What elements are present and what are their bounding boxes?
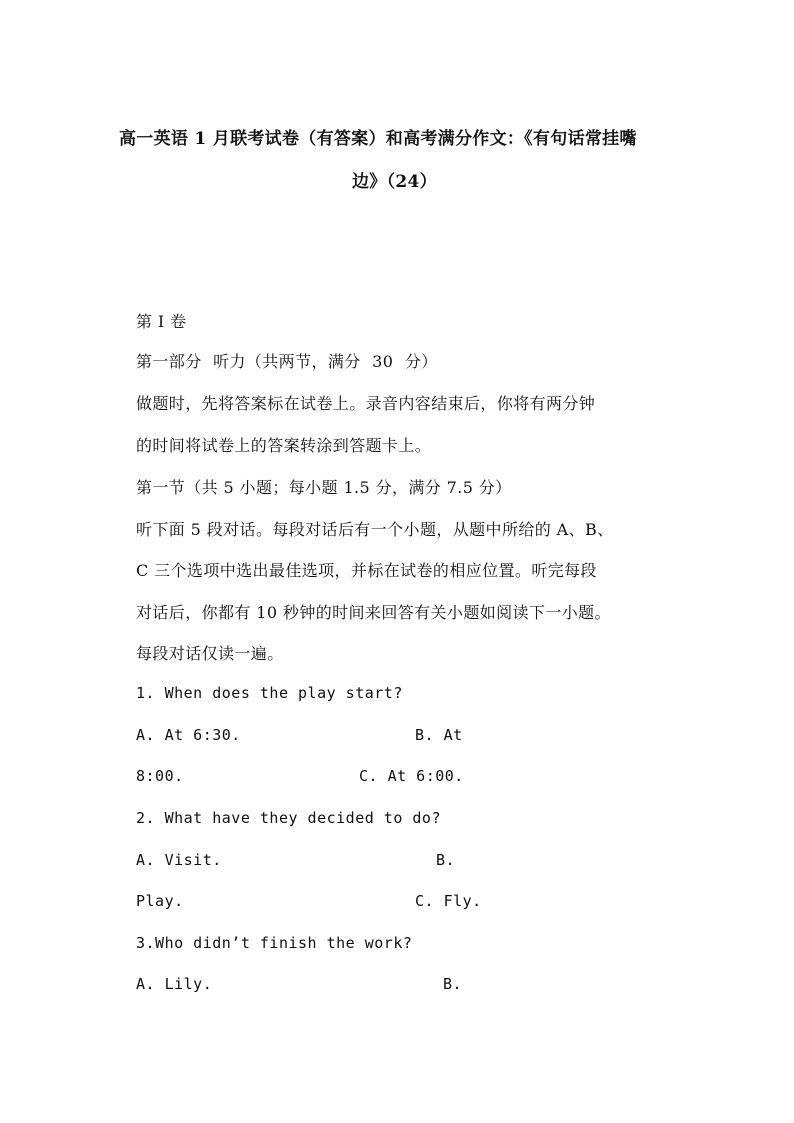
directions-line-2: C 三个选项中选出最佳选项，并标在试卷的相应位置。听完每段 xyxy=(136,561,597,580)
directions-line-4: 每段对话仅读一遍。 xyxy=(136,644,284,663)
question-3-option-a: A. Lily. xyxy=(136,975,213,993)
question-1-option-b-start: B. At xyxy=(415,726,463,744)
question-2-option-b-start: B. xyxy=(436,851,456,869)
question-1: 1. When does the play start? xyxy=(136,684,403,702)
instruction-line-2: 的时间将试卷上的答案转涂到答题卡上。 xyxy=(136,436,432,455)
volume-heading: 第 I 卷 xyxy=(136,312,187,331)
question-3-option-b-start: B. xyxy=(443,975,463,993)
question-2-option-a: A. Visit. xyxy=(136,851,222,869)
question-2: 2. What have they decided to do? xyxy=(136,809,441,827)
part-heading: 第一部分 听力（共两节，满分 30 分） xyxy=(136,352,438,371)
document-title-line-2: 边》（24） xyxy=(352,172,437,192)
directions-line-1: 听下面 5 段对话。每段对话后有一个小题，从题中所给的 A、B、 xyxy=(136,520,614,539)
section-heading: 第一节（共 5 小题；每小题 1.5 分，满分 7.5 分） xyxy=(136,478,512,497)
question-2-option-b-end: Play. xyxy=(136,892,184,910)
document-title-line-1: 高一英语 1 月联考试卷（有答案）和高考满分作文：《有句话常挂嘴 xyxy=(119,129,637,149)
question-3: 3.Who didn’t finish the work? xyxy=(136,934,413,952)
directions-line-3: 对话后，你都有 10 秒钟的时间来回答有关小题如阅读下一小题。 xyxy=(136,603,611,622)
instruction-line-1: 做题时，先将答案标在试卷上。录音内容结束后，你将有两分钟 xyxy=(136,394,596,413)
question-1-option-c: C. At 6:00. xyxy=(359,767,464,785)
question-1-option-b-end: 8:00. xyxy=(136,767,184,785)
question-2-option-c: C. Fly. xyxy=(415,892,482,910)
question-1-option-a: A. At 6:30. xyxy=(136,726,241,744)
